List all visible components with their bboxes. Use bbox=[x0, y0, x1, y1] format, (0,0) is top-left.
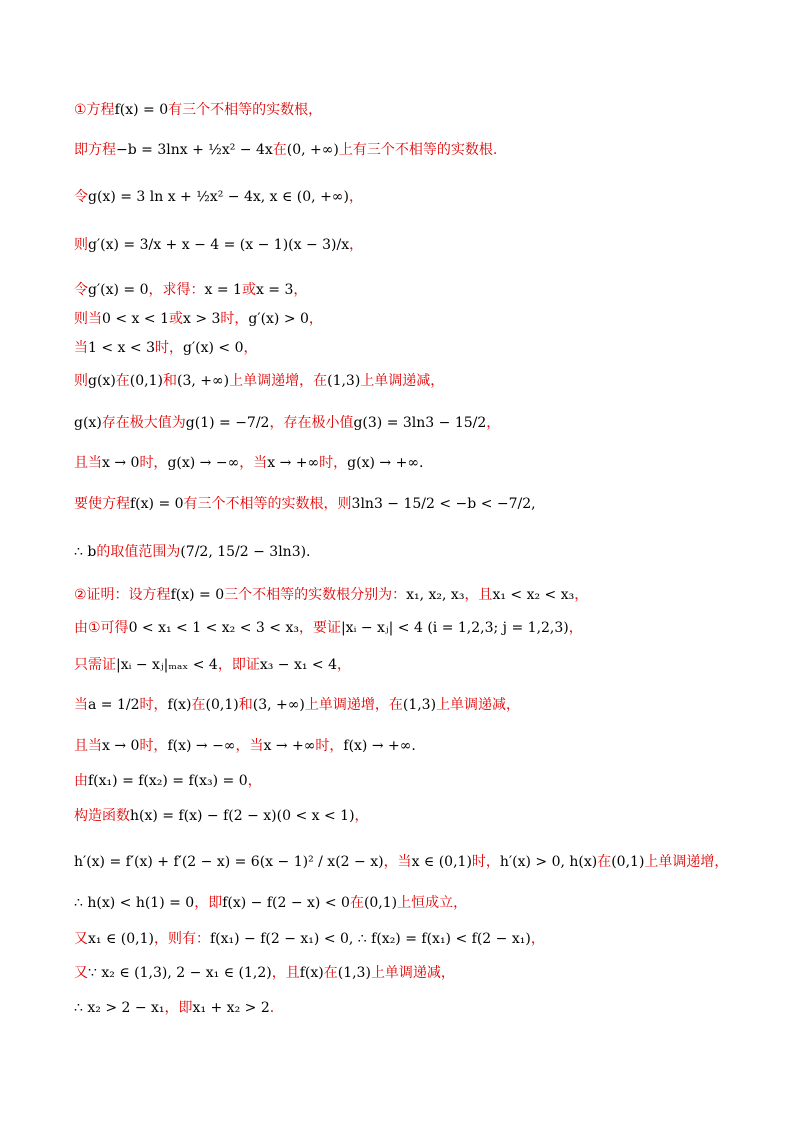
text-line-19 bbox=[74, 806, 760, 826]
math-expression: |xᵢ − xⱼ| < 4 (i = 1,2,3; j = 1,2,3) bbox=[340, 620, 569, 636]
text-segment: 时， bbox=[315, 738, 344, 754]
math-expression: (3, +∞) bbox=[176, 373, 230, 389]
math-expression: 0 < x₁ < 1 < x₂ < 3 < x₃ bbox=[128, 620, 299, 636]
text-segment: 三个不相等的实数根分别为： bbox=[224, 587, 407, 603]
math-expression: 1 < x < 3 bbox=[88, 340, 155, 356]
text-segment: 和 bbox=[162, 373, 177, 389]
text-segment: 由 bbox=[74, 773, 88, 789]
text-segment: 则 bbox=[74, 373, 88, 389]
text-segment: ，存在极小值 bbox=[269, 415, 354, 431]
text-segment: 上恒成立， bbox=[397, 895, 468, 911]
math-expression: (1,3) bbox=[402, 697, 437, 713]
text-segment: ，当 bbox=[235, 738, 264, 754]
math-expression: −b = 3lnx + ½x² − 4x bbox=[116, 142, 273, 158]
text-segment: ，且 bbox=[271, 965, 300, 981]
math-expression: x → 0 bbox=[102, 738, 140, 754]
text-segment: 存在极大值为 bbox=[101, 415, 186, 431]
math-expression: f(x) bbox=[167, 697, 192, 713]
math-expression: |xᵢ − xⱼ|ₘₐₓ < 4 bbox=[116, 657, 218, 673]
math-expression: x₁ < x₂ < x₃ bbox=[492, 587, 575, 603]
math-expression: f(x₁) = f(x₂) = f(x₃) = 0 bbox=[88, 773, 248, 789]
text-line-11 bbox=[74, 494, 760, 514]
text-segment: ， bbox=[349, 237, 364, 253]
text-segment: ，即 bbox=[194, 895, 223, 911]
math-expression: ∴ b bbox=[74, 544, 97, 560]
text-segment: 且当 bbox=[74, 455, 102, 471]
math-expression: (1,3) bbox=[327, 373, 361, 389]
text-line-21 bbox=[74, 893, 760, 913]
text-segment: ， bbox=[308, 311, 323, 327]
text-segment: 时， bbox=[139, 738, 168, 754]
text-line-23 bbox=[74, 963, 760, 983]
math-expression: x > 3 bbox=[182, 311, 221, 327]
math-expression: x = 3 bbox=[255, 282, 294, 298]
text-segment: 时， bbox=[139, 455, 168, 471]
text-segment: ，即 bbox=[164, 1000, 193, 1016]
text-segment: 由①可得 bbox=[74, 620, 129, 636]
math-expression: g(x) → −∞ bbox=[167, 455, 240, 471]
text-segment: 在 bbox=[323, 965, 338, 981]
text-segment: ①方程 bbox=[74, 102, 115, 118]
text-segment: 的取值范围为 bbox=[96, 544, 181, 560]
text-segment: ， bbox=[337, 657, 352, 673]
text-line-3 bbox=[74, 187, 760, 207]
math-expression: x → +∞ bbox=[267, 455, 320, 471]
text-segment: 时， bbox=[471, 854, 500, 870]
text-segment: 上单调递减， bbox=[360, 373, 445, 389]
text-segment: 上有三个不相等的实数根. bbox=[338, 142, 498, 158]
math-expression: g(x) = 3 ln x + ½x² − 4x, x ∈ (0, +∞) bbox=[88, 189, 349, 205]
math-expression: (7/2, 15/2 − 3ln3). bbox=[180, 544, 311, 560]
math-expression: f(x) bbox=[299, 965, 324, 981]
text-segment: 有三个不相等的实数根，则 bbox=[183, 496, 352, 512]
text-segment: 令 bbox=[74, 189, 88, 205]
text-segment: ， bbox=[293, 282, 308, 298]
math-expression: g′(x) = 3/x + x − 4 = (x − 1)(x − 3)/x bbox=[88, 237, 350, 253]
text-segment: ，即证 bbox=[217, 657, 260, 673]
math-expression: (0,1) bbox=[363, 895, 398, 911]
text-segment: 要使方程 bbox=[74, 496, 130, 512]
text-segment: 在 bbox=[597, 854, 612, 870]
math-expression: g′(x) = 0 bbox=[88, 282, 149, 298]
text-segment: 又 bbox=[74, 931, 88, 947]
text-segment: 上单调递减， bbox=[436, 697, 521, 713]
math-expression: g′(x) < 0 bbox=[182, 340, 244, 356]
text-segment: 或 bbox=[168, 311, 183, 327]
text-segment: 时， bbox=[319, 455, 348, 471]
text-line-1 bbox=[74, 100, 760, 120]
math-expression: (0, +∞) bbox=[286, 142, 339, 158]
math-expression: f(x) = 0 bbox=[130, 496, 184, 512]
math-expression: ∴ x₂ > 2 − x₁ bbox=[74, 1000, 165, 1016]
math-expression: h′(x) = f′(x) + f′(2 − x) = 6(x − 1)² / x(2 − x) bbox=[74, 854, 384, 870]
text-segment: ，则有： bbox=[153, 931, 210, 947]
math-expression: x₁, x₂, x₃ bbox=[406, 587, 465, 603]
math-expression: ∴ h(x) < h(1) = 0 bbox=[74, 895, 195, 911]
math-expression: g(x) bbox=[74, 415, 102, 431]
text-line-20 bbox=[74, 852, 760, 872]
text-line-22 bbox=[74, 929, 760, 949]
text-segment: 上单调递减， bbox=[370, 965, 455, 981]
math-expression: (1,3) bbox=[337, 965, 371, 981]
text-segment: 令 bbox=[74, 282, 88, 298]
math-expression: (0,1) bbox=[611, 854, 645, 870]
math-expression: g(1) = −7/2 bbox=[185, 415, 270, 431]
text-segment: 时， bbox=[220, 311, 249, 327]
text-segment: 上单调递增，在 bbox=[304, 697, 403, 713]
text-segment: 在 bbox=[115, 373, 130, 389]
text-segment: 时， bbox=[139, 697, 168, 713]
math-expression: (0,1) bbox=[205, 697, 239, 713]
math-expression: (3, +∞) bbox=[252, 697, 305, 713]
text-segment: 或 bbox=[241, 282, 256, 298]
text-segment: 有三个不相等的实数根， bbox=[168, 102, 323, 118]
text-line-18 bbox=[74, 771, 760, 791]
math-expression: ∵ x₂ ∈ (1,3), 2 − x₁ ∈ (1,2) bbox=[88, 965, 272, 981]
text-segment: ，且 bbox=[464, 587, 493, 603]
math-expression: g(x) → +∞. bbox=[347, 455, 424, 471]
text-segment: 在 bbox=[349, 895, 364, 911]
text-segment: ， bbox=[486, 415, 501, 431]
text-segment: 则当 bbox=[74, 311, 102, 327]
text-segment: 又 bbox=[74, 965, 88, 981]
text-segment: ， bbox=[243, 340, 258, 356]
text-segment: ， bbox=[568, 620, 583, 636]
text-line-7 bbox=[74, 338, 760, 358]
text-line-14 bbox=[74, 618, 760, 638]
math-expression: x ∈ (0,1) bbox=[411, 854, 472, 870]
text-segment: ，当 bbox=[239, 455, 268, 471]
math-expression: a = 1/2 bbox=[88, 697, 140, 713]
text-segment: ， bbox=[530, 931, 545, 947]
text-line-5 bbox=[74, 280, 760, 300]
math-expression: 0 < x < 1 bbox=[102, 311, 169, 327]
text-segment: 只需证 bbox=[74, 657, 116, 673]
text-line-12 bbox=[74, 542, 760, 562]
math-expression: x → 0 bbox=[102, 455, 140, 471]
math-expression: (0,1) bbox=[129, 373, 163, 389]
math-expression: x₃ − x₁ < 4 bbox=[259, 657, 338, 673]
text-segment: ，当 bbox=[383, 854, 412, 870]
math-expression: x₁ + x₂ > 2 bbox=[192, 1000, 270, 1016]
text-line-4 bbox=[74, 235, 760, 255]
text-segment: ，求得： bbox=[148, 282, 205, 298]
text-line-2 bbox=[74, 140, 760, 160]
math-expression: h′(x) > 0, h(x) bbox=[499, 854, 598, 870]
text-segment: . bbox=[269, 1000, 275, 1016]
text-line-24 bbox=[74, 998, 760, 1018]
text-segment: 在 bbox=[191, 697, 206, 713]
math-expression: 3ln3 − 15/2 < −b < −7/2, bbox=[351, 496, 536, 512]
text-segment: 则 bbox=[74, 237, 88, 253]
math-expression: g′(x) > 0 bbox=[248, 311, 309, 327]
text-line-17 bbox=[74, 736, 760, 756]
math-expression: x = 1 bbox=[204, 282, 242, 298]
text-segment: ②证明：设方程 bbox=[74, 587, 171, 603]
text-line-6 bbox=[74, 309, 760, 329]
math-expression: f(x₁) − f(2 − x₁) < 0, ∴ f(x₂) = f(x₁) < f(2 − x₁) bbox=[209, 931, 531, 947]
text-segment: 且当 bbox=[74, 738, 102, 754]
math-expression: f(x) − f(2 − x) < 0 bbox=[222, 895, 350, 911]
text-segment: 在 bbox=[272, 142, 287, 158]
text-segment: 当 bbox=[74, 340, 88, 356]
text-line-9 bbox=[74, 413, 760, 433]
math-expression: g(3) = 3ln3 − 15/2 bbox=[353, 415, 487, 431]
text-segment: 上单调递增，在 bbox=[229, 373, 328, 389]
text-segment: ， bbox=[574, 587, 589, 603]
math-expression: f(x) → −∞ bbox=[167, 738, 236, 754]
text-line-8 bbox=[74, 371, 760, 391]
text-segment: 当 bbox=[74, 697, 88, 713]
math-expression: h(x) = f(x) − f(2 − x)(0 < x < 1) bbox=[130, 808, 355, 824]
text-segment: ， bbox=[354, 808, 369, 824]
text-line-10 bbox=[74, 453, 760, 473]
text-segment: 构造函数 bbox=[74, 808, 130, 824]
text-segment: 和 bbox=[238, 697, 253, 713]
text-segment: ， bbox=[247, 773, 262, 789]
math-expression: x → +∞ bbox=[263, 738, 316, 754]
math-expression: f(x) = 0 bbox=[114, 102, 169, 118]
text-line-13 bbox=[74, 585, 760, 605]
text-segment: ，要证 bbox=[298, 620, 341, 636]
text-line-16 bbox=[74, 695, 760, 715]
text-line-15 bbox=[74, 655, 760, 675]
math-expression: g(x) bbox=[88, 373, 116, 389]
text-segment: 时， bbox=[154, 340, 183, 356]
text-segment: 即方程 bbox=[74, 142, 116, 158]
math-expression: x₁ ∈ (0,1) bbox=[88, 931, 154, 947]
text-segment: 上单调递增， bbox=[644, 854, 729, 870]
text-segment: ， bbox=[348, 189, 363, 205]
math-expression: f(x) = 0 bbox=[170, 587, 225, 603]
math-expression: f(x) → +∞. bbox=[343, 738, 416, 754]
